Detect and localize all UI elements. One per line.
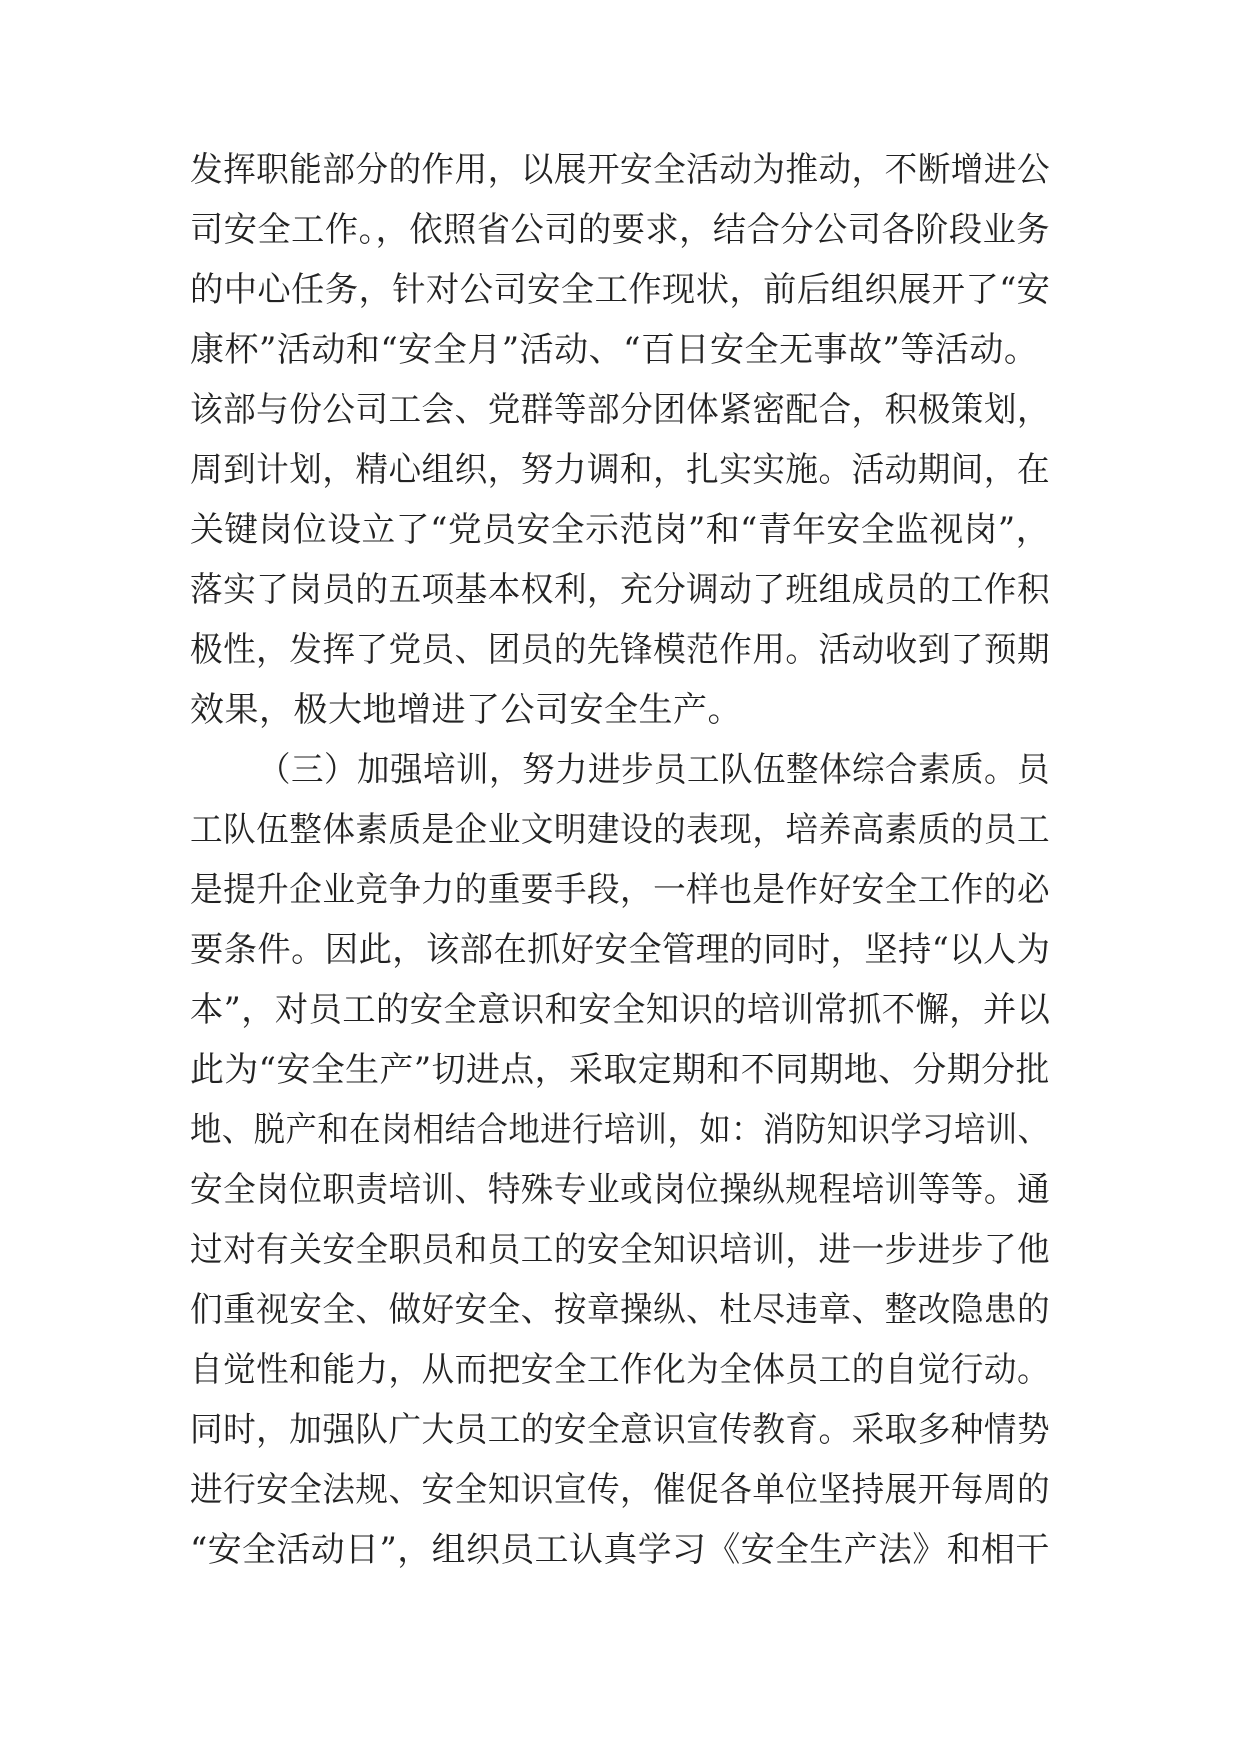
text-line: 进行安全法规、安全知识宣传，催促各单位坚持展开每周的 xyxy=(190,1470,1051,1510)
text-line: 是提升企业竞争力的重要手段，一样也是作好安全工作的必 xyxy=(190,870,1051,910)
text-line: 司安全工作。，依照省公司的要求，结合分公司各阶段业务 xyxy=(190,210,1051,250)
text-line: 周到计划，精心组织，努力调和，扎实实施。活动期间，在 xyxy=(190,450,1051,490)
text-line: 自觉性和能力，从而把安全工作化为全体员工的自觉行动。 xyxy=(190,1350,1051,1390)
text-line: 效果，极大地增进了公司安全生产。 xyxy=(190,690,742,730)
text-line: 们重视安全、做好安全、按章操纵、杜尽违章、整改隐患的 xyxy=(190,1290,1051,1330)
text-line: 工队伍整体素质是企业文明建设的表现，培养高素质的员工 xyxy=(190,810,1051,850)
text-line: 关键岗位设立了“党员安全示范岗”和“青年安全监视岗”， xyxy=(190,510,1051,550)
text-line: 极性，发挥了党员、团员的先锋模范作用。活动收到了预期 xyxy=(190,630,1051,670)
text-line: 要条件。因此，该部在抓好安全管理的同时，坚持“以人为 xyxy=(190,930,1051,970)
text-line: 此为“安全生产”切进点，采取定期和不同期地、分期分批 xyxy=(190,1050,1050,1090)
text-line: 的中心任务，针对公司安全工作现状，前后组织展开了“安 xyxy=(190,270,1051,310)
text-line: 发挥职能部分的作用，以展开安全活动为推动，不断增进公 xyxy=(190,150,1051,190)
section-heading-line: （三）加强培训，努力进步员工队伍整体综合素质。员 xyxy=(258,750,1050,790)
text-line: “安全活动日”，组织员工认真学习《安全生产法》和相干 xyxy=(190,1530,1050,1570)
text-line: 本”，对员工的安全意识和安全知识的培训常抓不懈，并以 xyxy=(190,990,1051,1030)
text-line: 地、脱产和在岗相结合地进行培训，如：消防知识学习培训、 xyxy=(190,1110,1050,1150)
text-line: 康杯”活动和“安全月”活动、“百日安全无事故”等活动。 xyxy=(190,330,1039,370)
text-line: 安全岗位职责培训、特殊专业或岗位操纵规程培训等等。通 xyxy=(190,1170,1051,1210)
text-line: 过对有关安全职员和员工的安全知识培训，进一步进步了他 xyxy=(190,1230,1051,1270)
text-line: 该部与份公司工会、党群等部分团体紧密配合，积极策划， xyxy=(190,390,1051,430)
text-line: 同时，加强队广大员工的安全意识宣传教育。采取多种情势 xyxy=(190,1410,1051,1450)
text-line: 落实了岗员的五项基本权利，充分调动了班组成员的工作积 xyxy=(190,570,1051,610)
